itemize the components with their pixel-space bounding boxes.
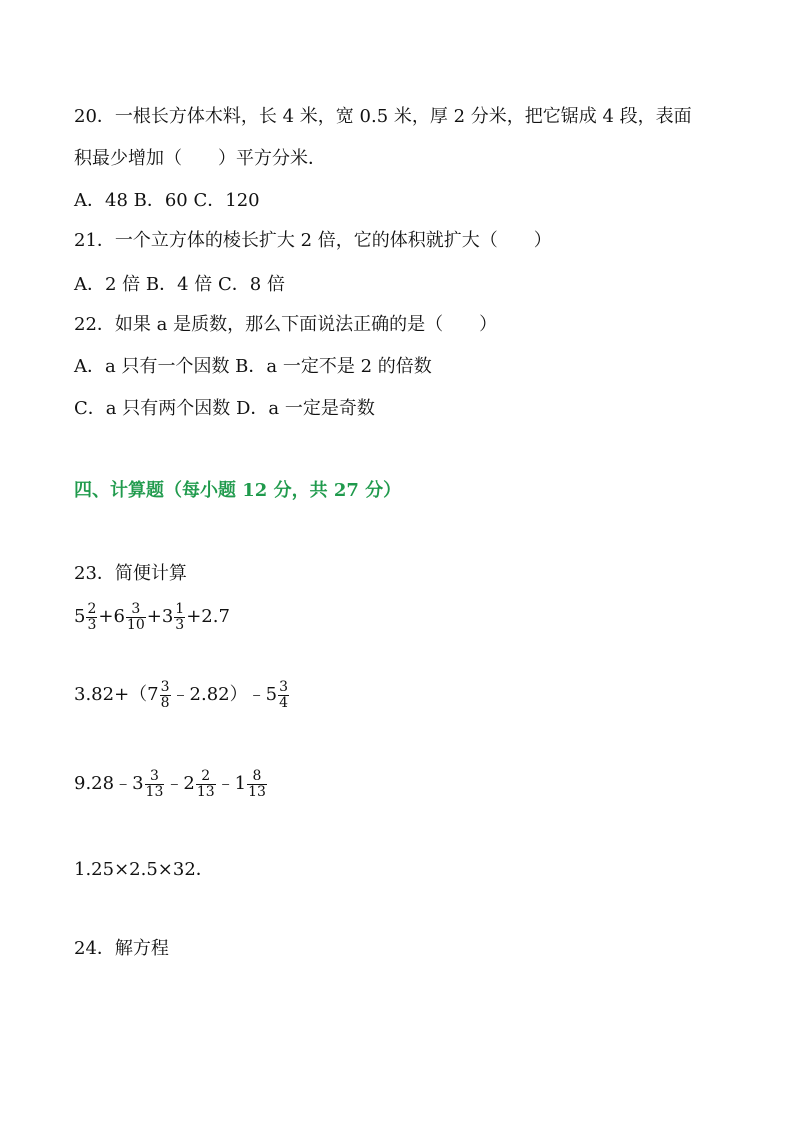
q20-text-line1: 20．一根长方体木料，长 4 米，宽 0.5 米，厚 2 分米，把它锯成 4 段，表面 (74, 106, 692, 127)
q23-title: 23．简便计算 (74, 563, 187, 584)
q20-options: A．48 B．60 C．120 (74, 190, 260, 211)
fraction-denominator: 4 (279, 694, 288, 711)
q20-text-line2: 积最少增加（ ）平方分米． (74, 148, 326, 169)
fraction-numerator: 3 (126, 602, 146, 618)
q23-expression-1 (74, 602, 230, 632)
q21-text: 21．一个立方体的棱长扩大 2 倍，它的体积就扩大（ ） (74, 230, 552, 251)
fraction-denominator: 13 (248, 783, 266, 800)
mixed-whole: 5 (74, 606, 86, 628)
fraction-numerator: 2 (87, 601, 97, 617)
q22-options-line1: A．a 只有一个因数 B．a 一定不是 2 的倍数 (74, 356, 432, 377)
fraction-numerator: 8 (247, 769, 267, 785)
expression-head: 3.82+（7 (74, 684, 159, 706)
fraction-numerator: 2 (196, 769, 216, 785)
fraction (196, 769, 216, 799)
fraction-numerator: 1 (175, 601, 185, 617)
fraction (160, 680, 171, 710)
fraction-numerator: 3 (145, 769, 165, 785)
operator: + (98, 606, 114, 628)
fraction-numerator: 3 (279, 679, 288, 695)
q23-expression-2 (74, 680, 290, 710)
fraction (174, 602, 185, 632)
expression-tail: +2.7 (186, 606, 230, 628)
fraction-denominator: 10 (126, 616, 145, 633)
mixed-whole: 6 (113, 606, 125, 628)
q22-options-line2: C．a 只有两个因数 D．a 一定是奇数 (74, 398, 375, 419)
expression-middle: ﹣2.82）﹣5 (171, 684, 278, 706)
operator: ﹣2 (165, 773, 195, 795)
q22-text: 22．如果 a 是质数，那么下面说法正确的是（ ） (74, 314, 498, 335)
operator: + (146, 606, 162, 628)
fraction (86, 602, 97, 632)
q23-expression-4: 1.25×2.5×32． (74, 859, 214, 880)
q24-title: 24．解方程 (74, 938, 169, 959)
fraction (247, 769, 267, 799)
fraction (145, 769, 165, 799)
mixed-whole: 3 (161, 606, 174, 628)
q21-options: A．2 倍 B．4 倍 C．8 倍 (74, 274, 285, 295)
section-title-calculation: 四、计算题（每小题 12 分，共 27 分） (74, 480, 402, 501)
fraction-denominator: 8 (160, 694, 170, 711)
operator: ﹣1 (216, 773, 247, 795)
fraction (278, 680, 289, 710)
fraction-numerator: 3 (160, 679, 170, 695)
fraction-denominator: 13 (196, 783, 215, 800)
fraction-denominator: 3 (175, 616, 185, 633)
fraction-denominator: 3 (87, 616, 97, 633)
q23-expression-3 (74, 769, 268, 799)
fraction (126, 602, 146, 632)
expression-head: 9.28﹣3 (74, 773, 144, 795)
fraction-denominator: 13 (145, 783, 164, 800)
